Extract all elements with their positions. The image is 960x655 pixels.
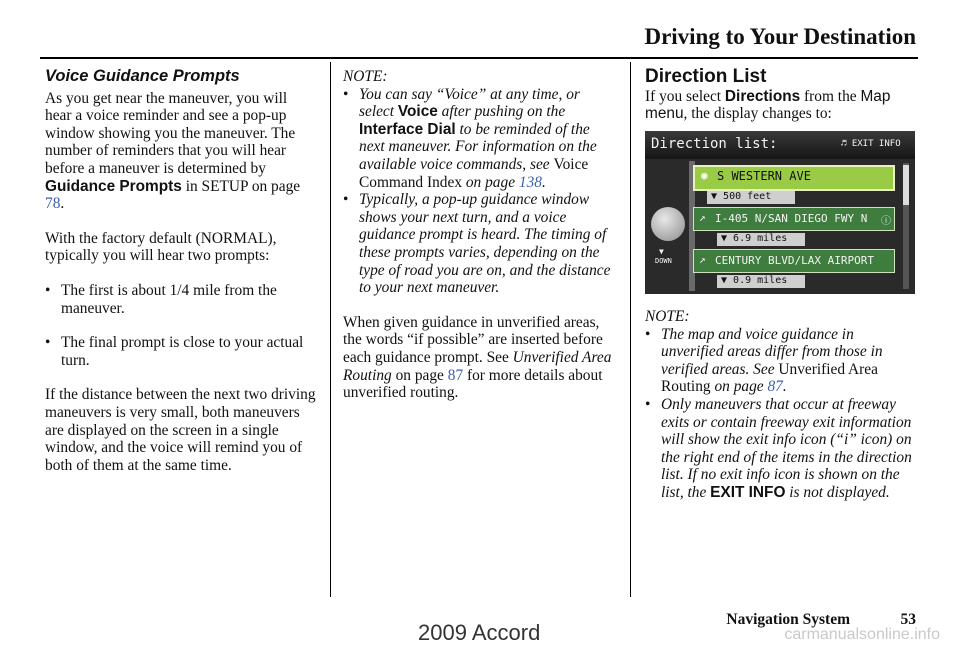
paragraph: If the distance between the next two driving maneuvers is very small, both maneuvers are displayed on the screen in a single window, and the voice will remind you of both of them at the same time.	[45, 386, 316, 474]
exit-info-label: ♬ EXIT INFO	[841, 139, 901, 149]
column-divider	[330, 62, 331, 597]
header-rule	[40, 57, 918, 59]
distance-label: ▼ 0.9 miles	[721, 275, 788, 286]
paragraph: If you select Directions from the Map menu, the display changes to:	[645, 87, 891, 123]
column-direction-list	[645, 68, 917, 123]
page-header-title: Driving to Your Destination	[644, 24, 916, 49]
bullet-list	[45, 282, 317, 369]
paragraph: When given guidance in unverified areas, the words “if possible” are inserted before each guidance prompt. See Unverified Area Routing on page 87 for more details about unverified routing.	[343, 313, 612, 402]
down-knob-button[interactable]	[651, 207, 685, 241]
exit-info-icon: ⓘ	[881, 216, 891, 227]
screen-title: Direction list:	[651, 136, 778, 152]
model-label: 2009 Accord	[418, 620, 541, 645]
column-notes	[343, 68, 618, 402]
page-link[interactable]: 87	[767, 378, 783, 396]
section-heading: Voice Guidance Prompts	[45, 67, 240, 85]
column-direction-notes	[645, 308, 917, 502]
chevron-down-icon: ▼	[659, 247, 664, 256]
turn-icon: ◉	[701, 169, 708, 182]
paragraph: With the factory default (NORMAL), typically you will hear two prompts:	[45, 229, 277, 265]
turn-right-icon: ↗	[699, 253, 706, 266]
note-item: • You can say “Voice” at any time, or select Voice after pushing on the Interface Dial to be reminded of the next maneuver. For information on the available voice commands, see Voice Command Index on page 138.	[343, 86, 618, 192]
scrollbar-thumb[interactable]	[903, 165, 909, 205]
section-heading: Direction List	[645, 66, 767, 87]
turn-right-icon: ↗	[699, 211, 706, 224]
column-divider	[630, 62, 631, 597]
note-title: NOTE:	[645, 308, 690, 325]
note-item: • Typically, a pop-up guidance window shows your next turn, and a voice guidance prompt is heard. The timing of these prompts varies, depending on the type of road you are on, and the distance to your next maneuver.	[343, 191, 618, 297]
note-list	[645, 326, 917, 502]
page-number: 53	[900, 611, 916, 628]
bullet-item: • The first is about 1/4 mile from the maneuver.	[45, 282, 317, 317]
paragraph: As you get near the maneuver, you will hear a voice reminder and see a pop-up window showing you the maneuver. The number of reminders that you will hear before a maneuver is determined by Guidance Prompts in SETUP on page 78.	[45, 89, 301, 213]
distance-label: ▼ 6.9 miles	[721, 233, 788, 244]
note-item: • Only maneuvers that occur at freeway exits or contain freeway exit information will show the exit info icon (“i” icon) on the right end of the items in the direction list. If no exit info icon is shown on the list, the EXIT INFO is not displayed.	[645, 396, 917, 502]
down-label: DOWN	[655, 257, 672, 265]
direction-item-label: I-405 N/SAN DIEGO FWY N	[715, 212, 868, 225]
column-voice-guidance	[45, 68, 317, 474]
note-title: NOTE:	[343, 68, 388, 85]
footer-section: Navigation System	[726, 611, 850, 628]
direction-item-label: S WESTERN AVE	[717, 169, 811, 183]
direction-item-label: CENTURY BLVD/LAX AIRPORT	[715, 254, 874, 267]
page-link[interactable]: 78	[45, 195, 61, 213]
distance-label: ▼ 500 feet	[711, 191, 772, 202]
watermark: carmanualsonline.info	[784, 626, 940, 643]
direction-list-screen	[645, 131, 915, 294]
note-item: • The map and voice guidance in unverified areas differ from those in verified areas. See Unverified Area Routing on page 87.	[645, 326, 917, 396]
note-list	[343, 86, 618, 297]
page-link[interactable]: 138	[518, 173, 542, 191]
bullet-item: • The final prompt is close to your actual turn.	[45, 334, 317, 369]
page-link[interactable]: 87	[447, 366, 464, 384]
